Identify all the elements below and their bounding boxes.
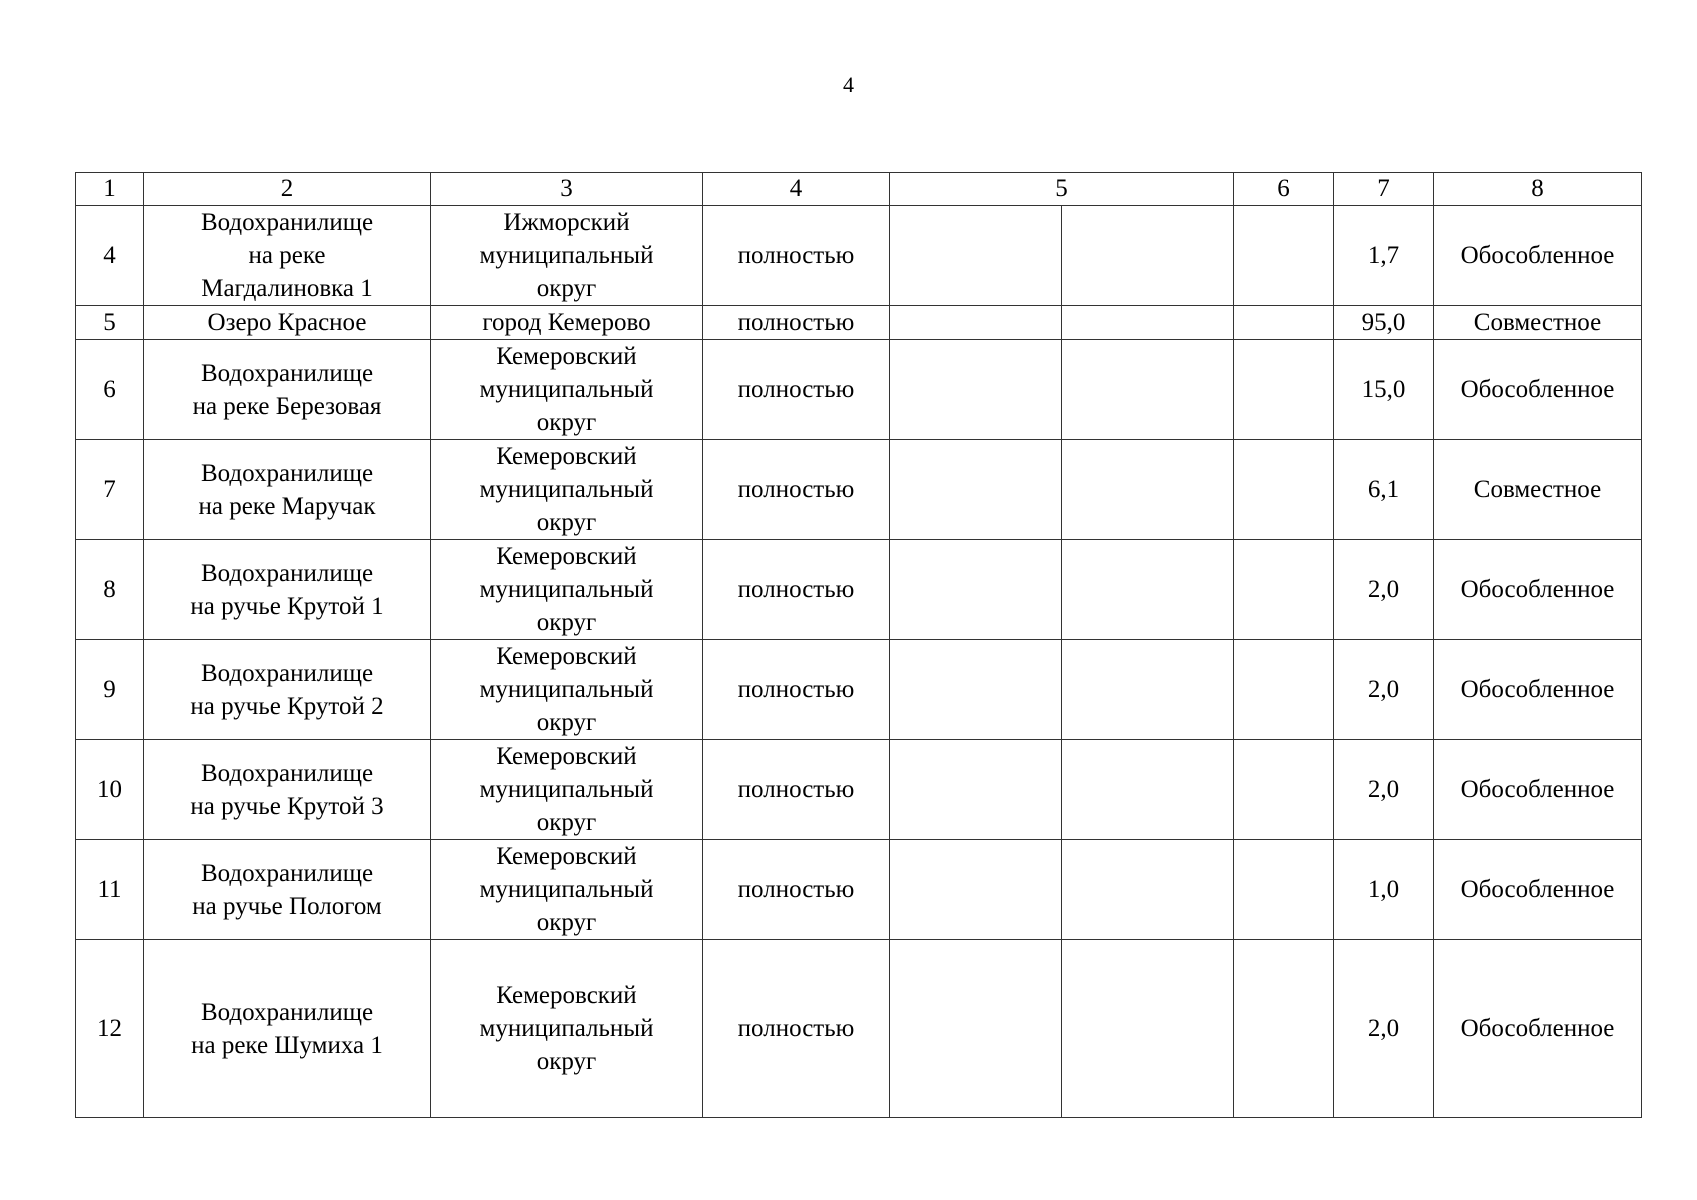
territory-cell-line: округ xyxy=(536,1048,597,1075)
header-cell: 6 xyxy=(1234,173,1334,206)
row-number-cell: 4 xyxy=(76,206,144,306)
use-type-cell: Обособленное xyxy=(1434,206,1642,306)
table-row xyxy=(76,640,1642,740)
territory-cell xyxy=(431,340,703,440)
territory-cell-line: муниципальный xyxy=(479,242,654,269)
territory-cell xyxy=(431,206,703,306)
territory-cell-line: муниципальный xyxy=(479,876,654,903)
row-number-cell: 10 xyxy=(76,740,144,840)
header-cell: 4 xyxy=(703,173,890,206)
water-bodies-table xyxy=(75,172,1642,1118)
water-body-name-cell-line: Водохранилище xyxy=(200,859,374,887)
area-cell: 6,1 xyxy=(1334,440,1434,540)
column6-cell xyxy=(1234,740,1334,840)
water-body-name-cell-line: Водохранилище xyxy=(200,659,374,687)
area-cell: 2,0 xyxy=(1334,540,1434,640)
water-body-name-cell-line: Магдалиновка 1 xyxy=(201,275,373,302)
water-body-name-cell-line: на ручье Крутой 2 xyxy=(190,692,384,720)
column5b-cell xyxy=(1062,940,1234,1118)
territory-cell-line: Кемеровский xyxy=(496,443,637,470)
territory-cell-line: муниципальный xyxy=(479,676,654,703)
water-body-name-cell xyxy=(144,940,431,1118)
column5b-cell xyxy=(1062,440,1234,540)
row-number-cell: 7 xyxy=(76,440,144,540)
extent-cell: полностью xyxy=(703,306,890,340)
territory-cell-line: муниципальный xyxy=(479,476,654,503)
territory-cell-line: Кемеровский xyxy=(496,543,637,570)
use-type-cell: Обособленное xyxy=(1434,340,1642,440)
column5a-cell xyxy=(890,440,1062,540)
header-cell: 8 xyxy=(1434,173,1642,206)
territory-cell-line: округ xyxy=(536,809,597,836)
territory-cell xyxy=(431,540,703,640)
territory-cell xyxy=(431,940,703,1118)
water-body-name-cell xyxy=(144,440,431,540)
water-body-name-cell xyxy=(144,540,431,640)
water-body-name-cell-line: Водохранилище xyxy=(200,759,374,787)
row-number-cell: 12 xyxy=(76,940,144,1118)
water-body-name-cell-line: на ручье Крутой 1 xyxy=(190,592,384,620)
water-body-name-cell-line: Водохранилище xyxy=(200,459,374,487)
row-number-cell: 6 xyxy=(76,340,144,440)
row-number-cell: 11 xyxy=(76,840,144,940)
use-type-cell: Обособленное xyxy=(1434,740,1642,840)
table-row xyxy=(76,340,1642,440)
column6-cell xyxy=(1234,440,1334,540)
header-cell: 5 xyxy=(890,173,1234,206)
territory-cell xyxy=(431,440,703,540)
column5a-cell xyxy=(890,940,1062,1118)
extent-cell: полностью xyxy=(703,340,890,440)
territory-cell-line: округ xyxy=(536,409,597,436)
extent-cell: полностью xyxy=(703,440,890,540)
table-row xyxy=(76,306,1642,340)
column5a-cell xyxy=(890,306,1062,340)
use-type-cell: Совместное xyxy=(1434,440,1642,540)
water-body-name-cell-line: на реке Шумиха 1 xyxy=(191,1031,383,1059)
water-body-name-cell xyxy=(144,340,431,440)
territory-cell-line: округ xyxy=(536,609,597,636)
column5b-cell xyxy=(1062,840,1234,940)
use-type-cell: Обособленное xyxy=(1434,640,1642,740)
water-body-name-cell-line: Водохранилище xyxy=(200,359,374,387)
territory-cell-line: город Кемерово xyxy=(482,309,651,336)
extent-cell: полностью xyxy=(703,940,890,1118)
area-cell: 1,0 xyxy=(1334,840,1434,940)
column6-cell xyxy=(1234,840,1334,940)
table-row xyxy=(76,540,1642,640)
column5a-cell xyxy=(890,340,1062,440)
territory-cell-line: округ xyxy=(536,709,597,736)
extent-cell: полностью xyxy=(703,206,890,306)
table-row xyxy=(76,740,1642,840)
header-cell: 2 xyxy=(144,173,431,206)
water-body-name-cell-line: на ручье Пологом xyxy=(192,892,382,920)
column6-cell xyxy=(1234,940,1334,1118)
area-cell: 95,0 xyxy=(1334,306,1434,340)
column6-cell xyxy=(1234,306,1334,340)
table-row xyxy=(76,940,1642,1118)
column5b-cell xyxy=(1062,306,1234,340)
column6-cell xyxy=(1234,640,1334,740)
water-body-name-cell-line: Водохранилище xyxy=(200,998,374,1026)
water-body-name-cell-line: Озеро Красное xyxy=(207,309,367,336)
column5a-cell xyxy=(890,740,1062,840)
water-body-name-cell-line: Водохранилище xyxy=(200,559,374,587)
area-cell: 2,0 xyxy=(1334,740,1434,840)
water-body-name-cell-line: на ручье Крутой 3 xyxy=(190,792,384,820)
column6-cell xyxy=(1234,340,1334,440)
territory-cell-line: Кемеровский xyxy=(496,343,637,370)
row-number-cell: 5 xyxy=(76,306,144,340)
water-body-name-cell xyxy=(144,840,431,940)
column5a-cell xyxy=(890,206,1062,306)
column5b-cell xyxy=(1062,740,1234,840)
use-type-cell: Обособленное xyxy=(1434,540,1642,640)
territory-cell-line: муниципальный xyxy=(479,776,654,803)
territory-cell-line: Кемеровский xyxy=(496,643,637,670)
area-cell: 15,0 xyxy=(1334,340,1434,440)
column5b-cell xyxy=(1062,640,1234,740)
row-number-cell: 8 xyxy=(76,540,144,640)
water-body-name-cell xyxy=(144,740,431,840)
use-type-cell: Обособленное xyxy=(1434,840,1642,940)
water-body-name-cell xyxy=(144,206,431,306)
extent-cell: полностью xyxy=(703,640,890,740)
territory-cell-line: муниципальный xyxy=(479,1015,654,1042)
territory-cell-line: Кемеровский xyxy=(496,982,637,1009)
column5a-cell xyxy=(890,540,1062,640)
territory-cell-line: Ижморский xyxy=(503,209,630,236)
territory-cell-line: округ xyxy=(536,275,597,302)
water-body-name-cell-line: на реке xyxy=(248,242,326,269)
column5b-cell xyxy=(1062,540,1234,640)
area-cell: 2,0 xyxy=(1334,640,1434,740)
column6-cell xyxy=(1234,206,1334,306)
territory-cell-line: муниципальный xyxy=(479,376,654,403)
territory-cell-line: Кемеровский xyxy=(496,843,637,870)
column6-cell xyxy=(1234,540,1334,640)
territory-cell-line: округ xyxy=(536,509,597,536)
use-type-cell: Совместное xyxy=(1434,306,1642,340)
territory-cell-line: Кемеровский xyxy=(496,743,637,770)
territory-cell-line: округ xyxy=(536,909,597,936)
water-body-name-cell-line: на реке Маручак xyxy=(198,492,376,520)
water-body-name-cell-line: Водохранилище xyxy=(200,209,374,236)
header-cell: 1 xyxy=(76,173,144,206)
territory-cell xyxy=(431,740,703,840)
row-number-cell: 9 xyxy=(76,640,144,740)
territory-cell xyxy=(431,840,703,940)
column5a-cell xyxy=(890,840,1062,940)
table-row xyxy=(76,440,1642,540)
extent-cell: полностью xyxy=(703,740,890,840)
territory-cell xyxy=(431,640,703,740)
table-header-row xyxy=(76,173,1642,206)
water-body-name-cell-line: на реке Березовая xyxy=(192,392,382,420)
water-body-name-cell xyxy=(144,640,431,740)
extent-cell: полностью xyxy=(703,840,890,940)
extent-cell: полностью xyxy=(703,540,890,640)
area-cell: 2,0 xyxy=(1334,940,1434,1118)
page-number: 4 xyxy=(843,72,854,97)
table-row xyxy=(76,840,1642,940)
territory-cell-line: муниципальный xyxy=(479,576,654,603)
territory-cell xyxy=(431,306,703,340)
column5b-cell xyxy=(1062,206,1234,306)
area-cell: 1,7 xyxy=(1334,206,1434,306)
column5a-cell xyxy=(890,640,1062,740)
use-type-cell: Обособленное xyxy=(1434,940,1642,1118)
column5b-cell xyxy=(1062,340,1234,440)
header-cell: 3 xyxy=(431,173,703,206)
table-row xyxy=(76,206,1642,306)
header-cell: 7 xyxy=(1334,173,1434,206)
water-body-name-cell xyxy=(144,306,431,340)
